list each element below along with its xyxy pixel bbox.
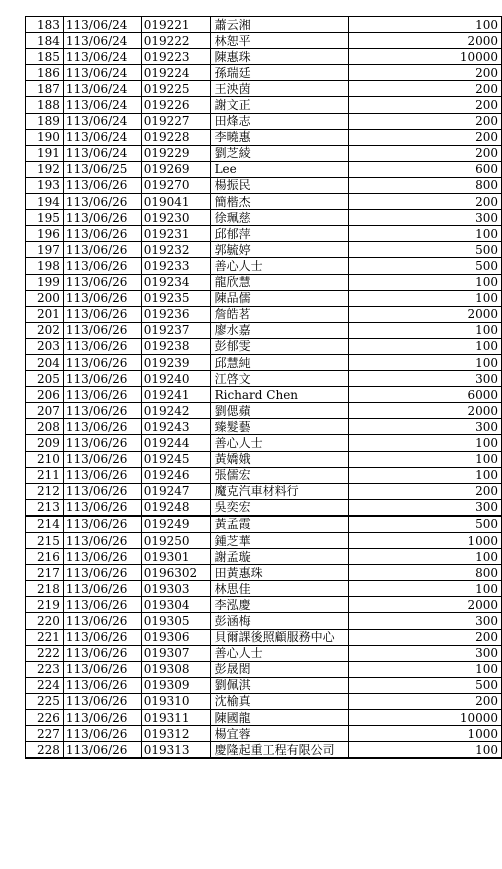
receipt-number-cell: 019228 (141, 129, 210, 145)
receipt-number-cell: 019304 (141, 597, 210, 613)
date-cell: 113/06/26 (63, 306, 141, 322)
amount-cell: 500 (349, 242, 502, 258)
receipt-number-cell: 019239 (141, 354, 210, 370)
table-row (26, 33, 502, 49)
amount-cell: 800 (349, 177, 502, 193)
donor-name-cell: 慶隆起重工程有限公司 (210, 742, 349, 759)
receipt-number-cell: 019234 (141, 274, 210, 290)
donor-name-cell: 臻髮藝 (210, 419, 349, 435)
table-row (26, 597, 502, 613)
row-number-cell: 184 (26, 33, 64, 49)
receipt-number-cell: 019229 (141, 145, 210, 161)
donation-ledger-table (25, 16, 502, 759)
table-row (26, 581, 502, 597)
table-row (26, 451, 502, 467)
donor-name-cell: 邱郁萍 (210, 226, 349, 242)
row-number-cell: 189 (26, 113, 64, 129)
table-row (26, 613, 502, 629)
date-cell: 113/06/24 (63, 97, 141, 113)
row-number-cell: 197 (26, 242, 64, 258)
row-number-cell: 207 (26, 403, 64, 419)
row-number-cell: 213 (26, 499, 64, 516)
donor-name-cell: 陳品儒 (210, 290, 349, 306)
table-row (26, 467, 502, 483)
row-number-cell: 222 (26, 645, 64, 661)
date-cell: 113/06/26 (63, 533, 141, 549)
table-row (26, 742, 502, 759)
table-row (26, 226, 502, 242)
amount-cell: 200 (349, 629, 502, 645)
receipt-number-cell: 019235 (141, 290, 210, 306)
amount-cell: 1000 (349, 533, 502, 549)
date-cell: 113/06/26 (63, 354, 141, 370)
receipt-number-cell: 019248 (141, 499, 210, 516)
date-cell: 113/06/26 (63, 435, 141, 451)
donor-name-cell: 王泱茵 (210, 81, 349, 97)
donor-name-cell: 李曉惠 (210, 129, 349, 145)
date-cell: 113/06/26 (63, 710, 141, 726)
table-row (26, 403, 502, 419)
donor-name-cell: Richard Chen (210, 387, 349, 403)
receipt-number-cell: 019231 (141, 226, 210, 242)
table-row (26, 354, 502, 370)
receipt-number-cell: 019313 (141, 742, 210, 759)
row-number-cell: 200 (26, 290, 64, 306)
table-row (26, 49, 502, 65)
receipt-number-cell: 019243 (141, 419, 210, 435)
amount-cell: 200 (349, 65, 502, 81)
amount-cell: 2000 (349, 597, 502, 613)
date-cell: 113/06/26 (63, 194, 141, 210)
date-cell: 113/06/26 (63, 726, 141, 742)
donor-name-cell: 吳奕宏 (210, 499, 349, 516)
receipt-number-cell: 019225 (141, 81, 210, 97)
amount-cell: 100 (349, 274, 502, 290)
donor-name-cell: 蕭云湘 (210, 17, 349, 33)
date-cell: 113/06/24 (63, 129, 141, 145)
amount-cell: 100 (349, 322, 502, 338)
table-row (26, 499, 502, 516)
date-cell: 113/06/26 (63, 581, 141, 597)
row-number-cell: 217 (26, 565, 64, 581)
table-row (26, 549, 502, 565)
table-row (26, 483, 502, 499)
amount-cell: 500 (349, 516, 502, 533)
row-number-cell: 226 (26, 710, 64, 726)
table-row (26, 81, 502, 97)
amount-cell: 100 (349, 338, 502, 354)
amount-cell: 100 (349, 661, 502, 677)
date-cell: 113/06/24 (63, 113, 141, 129)
row-number-cell: 224 (26, 677, 64, 693)
row-number-cell: 223 (26, 661, 64, 677)
row-number-cell: 202 (26, 322, 64, 338)
table-row (26, 565, 502, 581)
receipt-number-cell: 019222 (141, 33, 210, 49)
date-cell: 113/06/24 (63, 33, 141, 49)
date-cell: 113/06/26 (63, 516, 141, 533)
donor-name-cell: 謝孟璇 (210, 549, 349, 565)
table-row (26, 113, 502, 129)
amount-cell: 1000 (349, 726, 502, 742)
row-number-cell: 201 (26, 306, 64, 322)
table-row (26, 145, 502, 161)
donor-name-cell: 楊宜蓉 (210, 726, 349, 742)
table-row (26, 726, 502, 742)
amount-cell: 200 (349, 483, 502, 499)
date-cell: 113/06/26 (63, 226, 141, 242)
date-cell: 113/06/26 (63, 499, 141, 516)
date-cell: 113/06/26 (63, 483, 141, 499)
table-row (26, 210, 502, 226)
amount-cell: 300 (349, 371, 502, 387)
table-row (26, 290, 502, 306)
date-cell: 113/06/26 (63, 597, 141, 613)
donor-name-cell: 孫瑞廷 (210, 65, 349, 81)
donor-name-cell: 楊振民 (210, 177, 349, 193)
date-cell: 113/06/26 (63, 467, 141, 483)
amount-cell: 200 (349, 693, 502, 709)
table-row (26, 258, 502, 274)
receipt-number-cell: 019301 (141, 549, 210, 565)
receipt-number-cell: 019221 (141, 17, 210, 33)
donor-name-cell: 李泓慶 (210, 597, 349, 613)
row-number-cell: 210 (26, 451, 64, 467)
donor-name-cell: 林思佳 (210, 581, 349, 597)
donor-name-cell: 廖水嘉 (210, 322, 349, 338)
amount-cell: 100 (349, 290, 502, 306)
amount-cell: 100 (349, 467, 502, 483)
table-row (26, 371, 502, 387)
receipt-number-cell: 019237 (141, 322, 210, 338)
row-number-cell: 208 (26, 419, 64, 435)
receipt-number-cell: 019308 (141, 661, 210, 677)
date-cell: 113/06/26 (63, 258, 141, 274)
receipt-number-cell: 019227 (141, 113, 210, 129)
date-cell: 113/06/26 (63, 419, 141, 435)
amount-cell: 600 (349, 161, 502, 177)
row-number-cell: 212 (26, 483, 64, 499)
date-cell: 113/06/24 (63, 17, 141, 33)
donor-name-cell: 彭涵梅 (210, 613, 349, 629)
donor-name-cell: 田烽志 (210, 113, 349, 129)
date-cell: 113/06/26 (63, 242, 141, 258)
row-number-cell: 187 (26, 81, 64, 97)
donor-name-cell: 陳國龍 (210, 710, 349, 726)
receipt-number-cell: 019250 (141, 533, 210, 549)
donor-name-cell: 劉偲蘋 (210, 403, 349, 419)
date-cell: 113/06/24 (63, 145, 141, 161)
date-cell: 113/06/26 (63, 565, 141, 581)
amount-cell: 100 (349, 451, 502, 467)
amount-cell: 10000 (349, 710, 502, 726)
receipt-number-cell: 019247 (141, 483, 210, 499)
row-number-cell: 195 (26, 210, 64, 226)
amount-cell: 2000 (349, 403, 502, 419)
amount-cell: 200 (349, 145, 502, 161)
date-cell: 113/06/26 (63, 210, 141, 226)
donor-name-cell: 謝文正 (210, 97, 349, 113)
receipt-number-cell: 019041 (141, 194, 210, 210)
amount-cell: 200 (349, 81, 502, 97)
row-number-cell: 216 (26, 549, 64, 565)
amount-cell: 2000 (349, 33, 502, 49)
table-row (26, 177, 502, 193)
date-cell: 113/06/24 (63, 81, 141, 97)
row-number-cell: 206 (26, 387, 64, 403)
donor-name-cell: 魔克汽車材料行 (210, 483, 349, 499)
amount-cell: 300 (349, 419, 502, 435)
receipt-number-cell: 019244 (141, 435, 210, 451)
table-row (26, 194, 502, 210)
donor-name-cell: 郭毓婷 (210, 242, 349, 258)
date-cell: 113/06/24 (63, 49, 141, 65)
table-row (26, 129, 502, 145)
receipt-number-cell: 019269 (141, 161, 210, 177)
table-row (26, 710, 502, 726)
date-cell: 113/06/26 (63, 613, 141, 629)
ledger-body (26, 17, 502, 759)
amount-cell: 100 (349, 742, 502, 759)
row-number-cell: 219 (26, 597, 64, 613)
date-cell: 113/06/26 (63, 677, 141, 693)
table-row (26, 97, 502, 113)
row-number-cell: 221 (26, 629, 64, 645)
row-number-cell: 198 (26, 258, 64, 274)
receipt-number-cell: 019230 (141, 210, 210, 226)
receipt-number-cell: 0196302 (141, 565, 210, 581)
receipt-number-cell: 019241 (141, 387, 210, 403)
amount-cell: 100 (349, 354, 502, 370)
date-cell: 113/06/26 (63, 661, 141, 677)
date-cell: 113/06/26 (63, 629, 141, 645)
row-number-cell: 192 (26, 161, 64, 177)
donor-name-cell: 鍾芝華 (210, 533, 349, 549)
date-cell: 113/06/26 (63, 451, 141, 467)
date-cell: 113/06/26 (63, 371, 141, 387)
table-row (26, 161, 502, 177)
row-number-cell: 214 (26, 516, 64, 533)
amount-cell: 100 (349, 435, 502, 451)
donor-name-cell: 善心人士 (210, 258, 349, 274)
date-cell: 113/06/26 (63, 742, 141, 759)
amount-cell: 200 (349, 113, 502, 129)
row-number-cell: 215 (26, 533, 64, 549)
amount-cell: 500 (349, 258, 502, 274)
row-number-cell: 225 (26, 693, 64, 709)
donor-name-cell: Lee (210, 161, 349, 177)
receipt-number-cell: 019238 (141, 338, 210, 354)
amount-cell: 200 (349, 129, 502, 145)
row-number-cell: 194 (26, 194, 64, 210)
row-number-cell: 186 (26, 65, 64, 81)
date-cell: 113/06/26 (63, 177, 141, 193)
row-number-cell: 203 (26, 338, 64, 354)
receipt-number-cell: 019306 (141, 629, 210, 645)
receipt-number-cell: 019232 (141, 242, 210, 258)
receipt-number-cell: 019249 (141, 516, 210, 533)
date-cell: 113/06/26 (63, 338, 141, 354)
donor-name-cell: 張儒宏 (210, 467, 349, 483)
table-row (26, 274, 502, 290)
donor-name-cell: 邱慧純 (210, 354, 349, 370)
donor-name-cell: 林恕平 (210, 33, 349, 49)
date-cell: 113/06/26 (63, 645, 141, 661)
donor-name-cell: 陳惠珠 (210, 49, 349, 65)
donor-name-cell: 彭郁雯 (210, 338, 349, 354)
table-row (26, 533, 502, 549)
amount-cell: 500 (349, 677, 502, 693)
row-number-cell: 205 (26, 371, 64, 387)
table-row (26, 65, 502, 81)
receipt-number-cell: 019224 (141, 65, 210, 81)
table-row (26, 435, 502, 451)
donor-name-cell: 黃嬌娥 (210, 451, 349, 467)
receipt-number-cell: 019223 (141, 49, 210, 65)
table-row (26, 661, 502, 677)
row-number-cell: 204 (26, 354, 64, 370)
table-row (26, 387, 502, 403)
date-cell: 113/06/26 (63, 693, 141, 709)
date-cell: 113/06/26 (63, 403, 141, 419)
date-cell: 113/06/25 (63, 161, 141, 177)
row-number-cell: 228 (26, 742, 64, 759)
row-number-cell: 188 (26, 97, 64, 113)
row-number-cell: 209 (26, 435, 64, 451)
row-number-cell: 227 (26, 726, 64, 742)
row-number-cell: 218 (26, 581, 64, 597)
table-row (26, 645, 502, 661)
amount-cell: 300 (349, 645, 502, 661)
amount-cell: 2000 (349, 306, 502, 322)
table-row (26, 17, 502, 33)
receipt-number-cell: 019245 (141, 451, 210, 467)
amount-cell: 100 (349, 17, 502, 33)
donor-name-cell: 劉佩淇 (210, 677, 349, 693)
receipt-number-cell: 019240 (141, 371, 210, 387)
table-row (26, 242, 502, 258)
receipt-number-cell: 019307 (141, 645, 210, 661)
table-row (26, 322, 502, 338)
donor-name-cell: 田黃惠珠 (210, 565, 349, 581)
row-number-cell: 183 (26, 17, 64, 33)
table-row (26, 677, 502, 693)
table-row (26, 306, 502, 322)
receipt-number-cell: 019303 (141, 581, 210, 597)
donor-name-cell: 貝爾課後照顧服務中心 (210, 629, 349, 645)
amount-cell: 300 (349, 499, 502, 516)
receipt-number-cell: 019233 (141, 258, 210, 274)
amount-cell: 200 (349, 194, 502, 210)
row-number-cell: 211 (26, 467, 64, 483)
donor-name-cell: 詹皓茗 (210, 306, 349, 322)
donor-name-cell: 簡楷杰 (210, 194, 349, 210)
donor-name-cell: 徐珮慈 (210, 210, 349, 226)
receipt-number-cell: 019311 (141, 710, 210, 726)
table-row (26, 516, 502, 533)
amount-cell: 100 (349, 226, 502, 242)
receipt-number-cell: 019312 (141, 726, 210, 742)
row-number-cell: 220 (26, 613, 64, 629)
donor-name-cell: 劉芝綾 (210, 145, 349, 161)
date-cell: 113/06/26 (63, 290, 141, 306)
receipt-number-cell: 019309 (141, 677, 210, 693)
receipt-number-cell: 019310 (141, 693, 210, 709)
date-cell: 113/06/26 (63, 387, 141, 403)
receipt-number-cell: 019236 (141, 306, 210, 322)
amount-cell: 100 (349, 549, 502, 565)
table-row (26, 629, 502, 645)
amount-cell: 200 (349, 97, 502, 113)
date-cell: 113/06/24 (63, 65, 141, 81)
amount-cell: 100 (349, 581, 502, 597)
receipt-number-cell: 019246 (141, 467, 210, 483)
date-cell: 113/06/26 (63, 322, 141, 338)
row-number-cell: 185 (26, 49, 64, 65)
amount-cell: 300 (349, 210, 502, 226)
donor-name-cell: 江啓文 (210, 371, 349, 387)
donor-name-cell: 沈榆真 (210, 693, 349, 709)
date-cell: 113/06/26 (63, 549, 141, 565)
receipt-number-cell: 019226 (141, 97, 210, 113)
table-row (26, 338, 502, 354)
receipt-number-cell: 019305 (141, 613, 210, 629)
amount-cell: 800 (349, 565, 502, 581)
row-number-cell: 196 (26, 226, 64, 242)
receipt-number-cell: 019270 (141, 177, 210, 193)
date-cell: 113/06/26 (63, 274, 141, 290)
table-row (26, 693, 502, 709)
donor-name-cell: 黃孟霞 (210, 516, 349, 533)
amount-cell: 300 (349, 613, 502, 629)
donor-name-cell: 彭晟閎 (210, 661, 349, 677)
table-row (26, 419, 502, 435)
amount-cell: 6000 (349, 387, 502, 403)
row-number-cell: 190 (26, 129, 64, 145)
donor-name-cell: 善心人士 (210, 435, 349, 451)
donor-name-cell: 善心人士 (210, 645, 349, 661)
donor-name-cell: 龍欣慧 (210, 274, 349, 290)
receipt-number-cell: 019242 (141, 403, 210, 419)
amount-cell: 10000 (349, 49, 502, 65)
row-number-cell: 193 (26, 177, 64, 193)
row-number-cell: 199 (26, 274, 64, 290)
row-number-cell: 191 (26, 145, 64, 161)
